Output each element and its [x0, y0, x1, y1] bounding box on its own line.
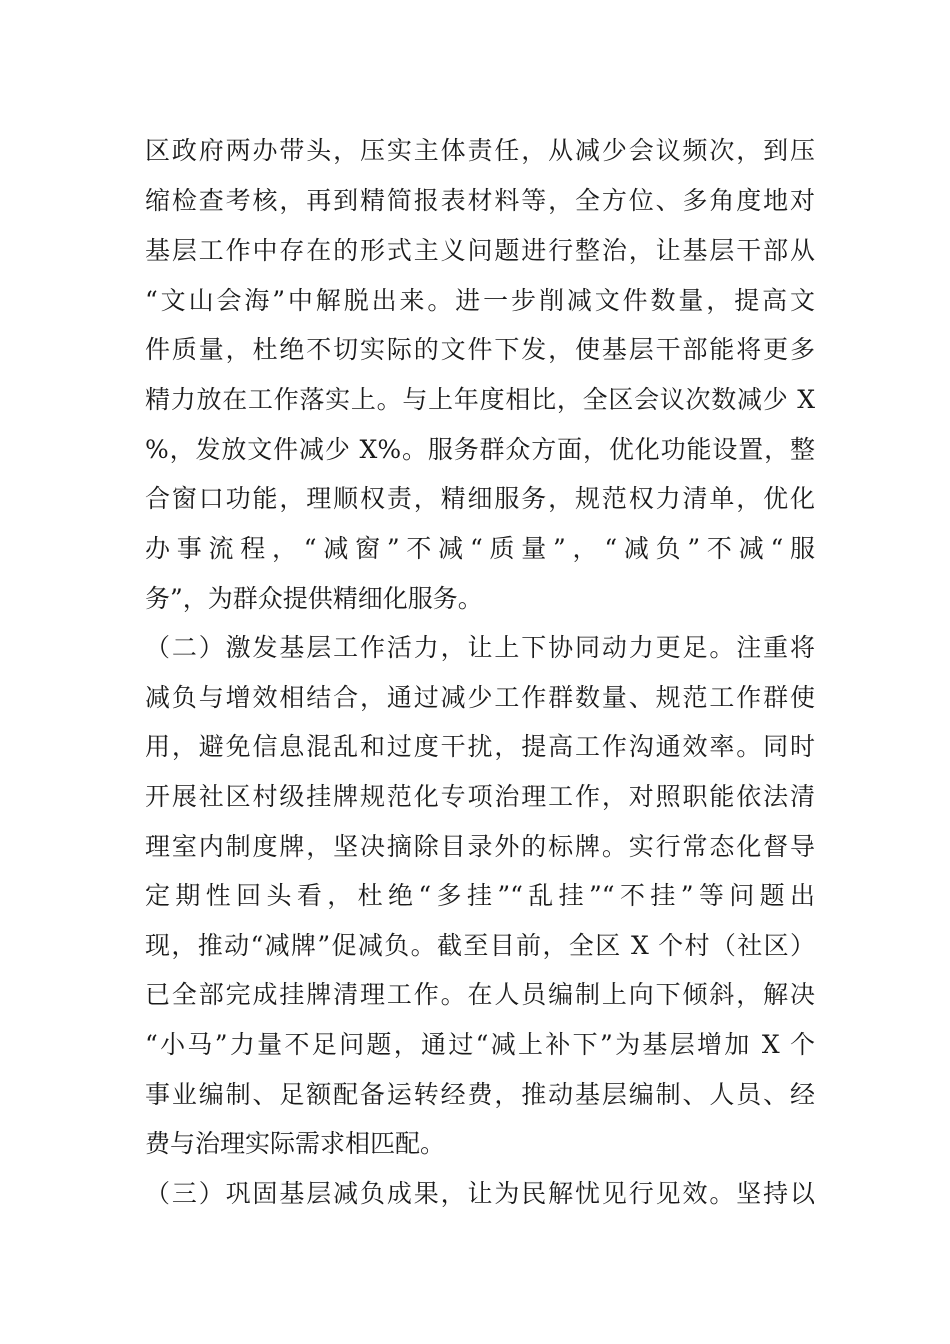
paragraph-line: 已全部完成挂牌清理工作。在人员编制上向下倾斜，解决: [145, 980, 815, 1009]
paragraph-line: 合窗口功能，理顺权责，精细服务，规范权力清单，优化: [145, 484, 815, 513]
section-heading-line: （二）激发基层工作活力，让上下协同动力更足。注重将: [145, 633, 815, 662]
paragraph-line: 区政府两办带头，压实主体责任，从减少会议频次，到压: [145, 136, 815, 165]
paragraph-line: 事业编制、足额配备运转经费，推动基层编制、人员、经: [145, 1080, 815, 1109]
section-heading-line: （三）巩固基层减负成果，让为民解忧见行见效。坚持以: [145, 1179, 815, 1208]
paragraph-line: 理室内制度牌，坚决摘除目录外的标牌。实行常态化督导: [145, 832, 815, 861]
paragraph-line: %，发放文件减少 X%。服务群众方面，优化功能设置，整: [145, 435, 815, 464]
paragraph-line: 办事流程，“减窗”不减“质量”，“减负”不减“服: [145, 534, 815, 563]
paragraph-line: 定期性回头看，杜绝“多挂”“乱挂”“不挂”等问题出: [145, 881, 815, 910]
paragraph-line: 用，避免信息混乱和过度干扰，提高工作沟通效率。同时: [145, 732, 815, 761]
paragraph-line: 件质量，杜绝不切实际的文件下发，使基层干部能将更多: [145, 335, 815, 364]
paragraph-line: “小马”力量不足问题，通过“减上补下”为基层增加 X 个: [145, 1030, 815, 1059]
paragraph-line: 开展社区村级挂牌规范化专项治理工作，对照职能依法清: [145, 782, 815, 811]
paragraph-line: 精力放在工作落实上。与上年度相比，全区会议次数减少 X: [145, 385, 815, 414]
paragraph-line: 务”，为群众提供精细化服务。: [145, 584, 483, 613]
paragraph-line: 费与治理实际需求相匹配。: [145, 1129, 446, 1158]
paragraph-line: 现，推动“减牌”促减负。截至目前，全区 X 个村（社区）: [145, 931, 815, 960]
paragraph-line: 基层工作中存在的形式主义问题进行整治，让基层干部从: [145, 236, 815, 265]
paragraph-line: 减负与增效相结合，通过减少工作群数量、规范工作群使: [145, 683, 815, 712]
paragraph-line: “文山会海”中解脱出来。进一步削减文件数量，提高文: [145, 286, 815, 315]
paragraph-line: 缩检查考核，再到精简报表材料等，全方位、多角度地对: [145, 186, 815, 215]
